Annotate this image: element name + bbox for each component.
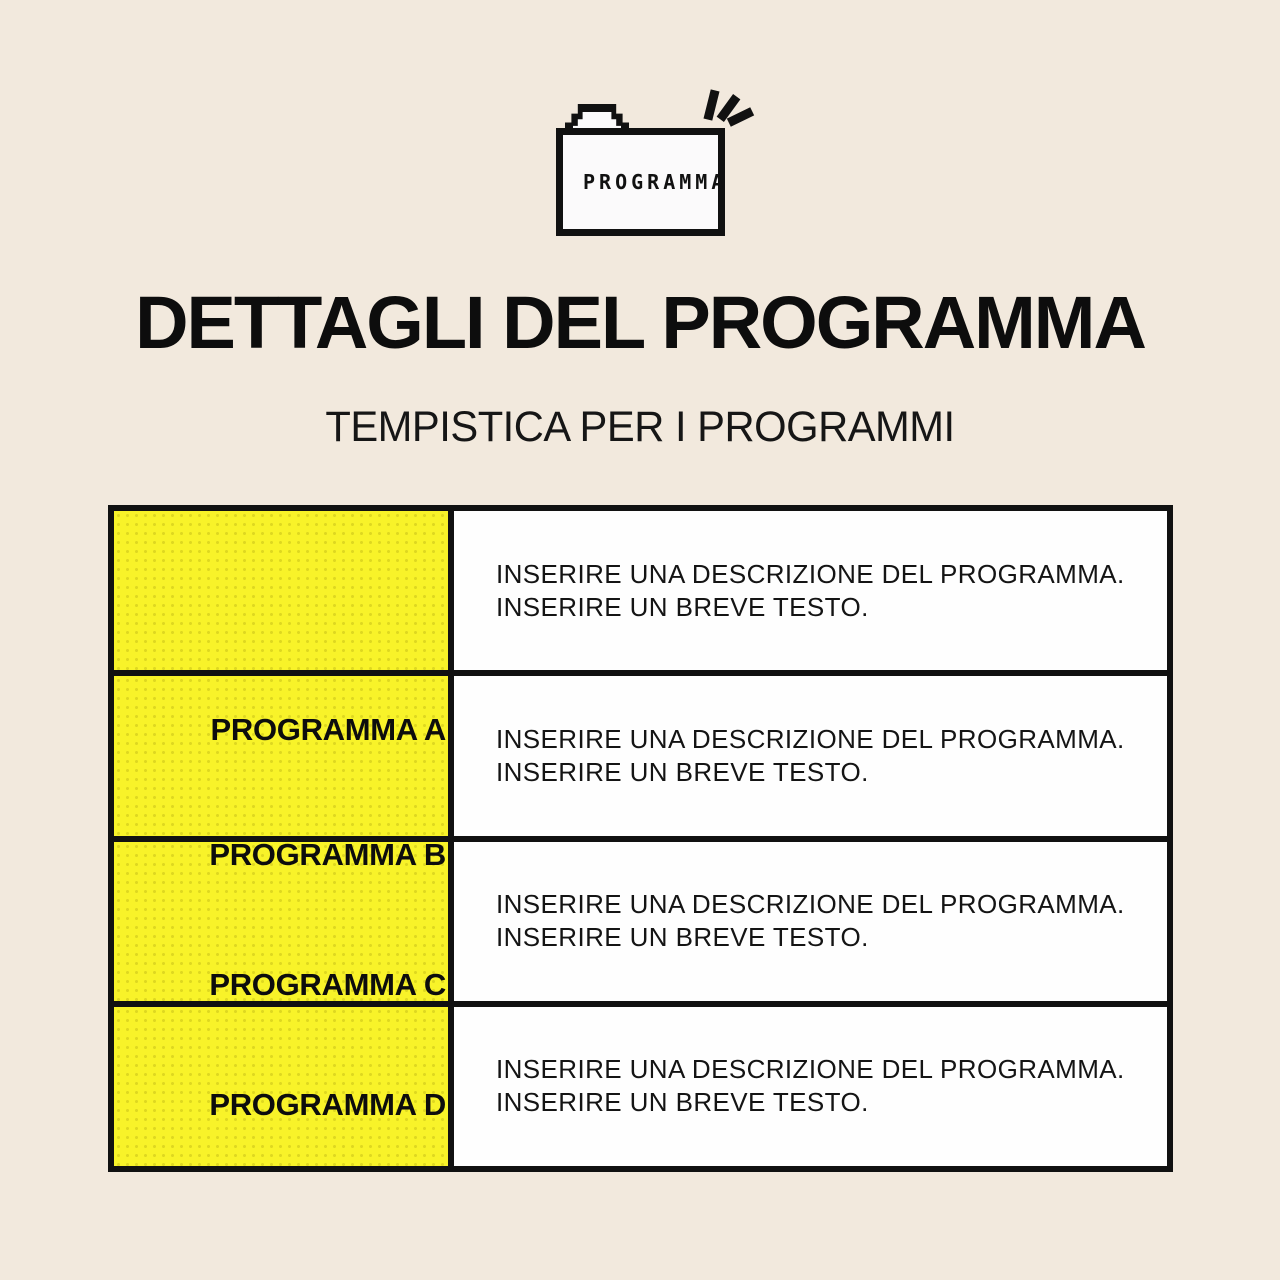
program-description-cell (454, 1007, 1167, 1166)
program-row-label-a: PROGRAMMA A (210, 712, 446, 747)
program-row-label-b: PROGRAMMA B (209, 837, 446, 872)
program-description-cell (454, 842, 1167, 1001)
program-description-line: INSERIRE UNA DESCRIZIONE DEL PROGRAMMA. (496, 1054, 1125, 1085)
program-description-cell (454, 676, 1167, 835)
program-description-line: INSERIRE UNA DESCRIZIONE DEL PROGRAMMA. (496, 889, 1125, 920)
page-subtitle: TEMPISTICA PER I PROGRAMMI (325, 403, 955, 451)
program-row-label-d: PROGRAMMA D (209, 1087, 446, 1122)
program-description-line: INSERIRE UN BREVE TESTO. (496, 756, 869, 787)
folder-icon-label: PROGRAMMA (583, 170, 728, 194)
page-title: DETTAGLI DEL PROGRAMMA (135, 281, 1145, 364)
program-label-cell (114, 676, 448, 835)
program-description-line: INSERIRE UNA DESCRIZIONE DEL PROGRAMMA. (496, 723, 1125, 754)
program-label-cell (114, 511, 448, 670)
program-description-line: INSERIRE UNA DESCRIZIONE DEL PROGRAMMA. (496, 558, 1125, 589)
program-description-line: INSERIRE UN BREVE TESTO. (496, 1087, 869, 1118)
program-row-label-c: PROGRAMMA C (209, 967, 446, 1002)
program-description-cell (454, 511, 1167, 670)
program-description-line: INSERIRE UN BREVE TESTO. (496, 591, 869, 622)
program-description-line: INSERIRE UN BREVE TESTO. (496, 922, 869, 953)
